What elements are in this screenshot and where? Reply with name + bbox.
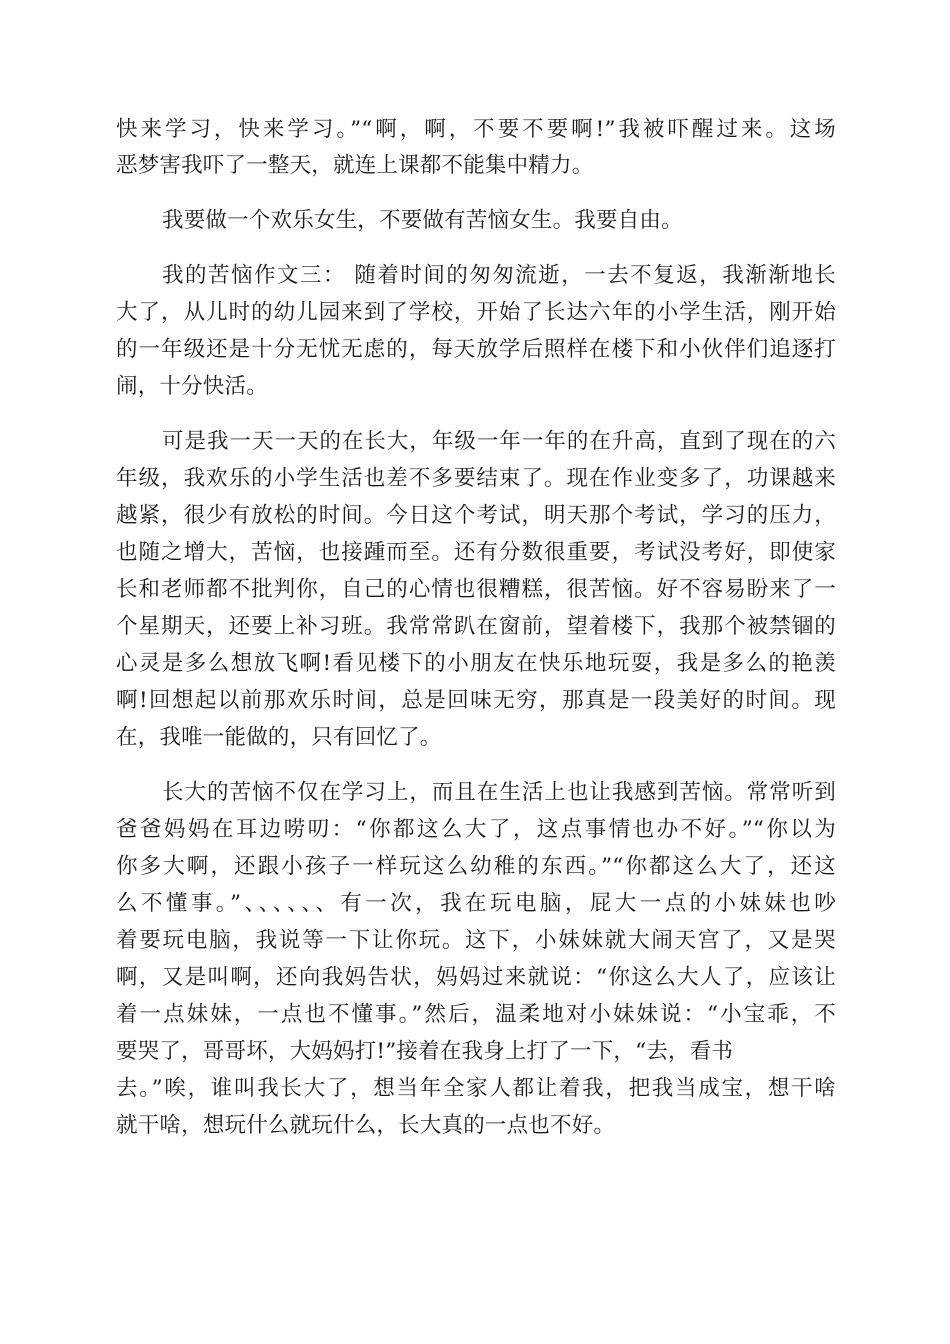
text-line: 你多大啊，还跟小孩子一样玩这么幼稚的东西。”“你都这么大了，还这: [116, 854, 836, 879]
text-line: 恶梦害我吓了一整天，就连上课都不能集中精力。: [116, 153, 594, 178]
text-line: 个星期天，还要上补习班。我常常趴在窗前，望着楼下，我那个被禁锢的: [116, 614, 836, 639]
text-line: 着要玩电脑，我说等一下让你玩。这下，小妹妹就大闹天宫了，又是哭: [116, 928, 836, 953]
paragraph-first-line: 可是我一天一天的在长大，年级一年一年的在升高，直到了现在的六: [162, 429, 836, 454]
text-line: 年级，我欢乐的小学生活也差不多要结束了。现在作业变多了，功课越来: [116, 466, 836, 491]
text-line: 在，我唯一能做的，只有回忆了。: [116, 725, 442, 750]
text-line: 着一点妹妹，一点也不懂事。”然后，温柔地对小妹妹说：“小宝乖，不: [116, 1002, 836, 1027]
paragraph-first-line: 长大的苦恼不仅在学习上，而且在生活上也让我感到苦恼。常常听到: [162, 780, 836, 805]
text-line: 就干啥，想玩什么就玩什么，长大真的一点也不好。: [116, 1113, 616, 1138]
text-line: 闹，十分快活。: [116, 374, 268, 399]
paragraph-first-line: 我要做一个欢乐女生，不要做有苦恼女生。我要自由。: [162, 208, 683, 233]
text-line: 去。”唉，谁叫我长大了，想当年全家人都让着我，把我当成宝，想干啥: [116, 1076, 836, 1101]
text-line: 快来学习，快来学习。”“啊，啊，不要不要啊!”我被吓醒过来。这场: [116, 117, 836, 142]
text-line: 啊，又是叫啊，还向我妈告状，妈妈过来就说：“你这么大人了，应该让: [116, 965, 836, 990]
text-line: 啊!回想起以前那欢乐时间，总是回味无穷，那真是一段美好的时间。现: [116, 688, 836, 713]
paragraph-first-line: 我的苦恼作文三： 随着时间的匆匆流逝，一去不复返，我渐渐地长: [162, 263, 836, 288]
text-line: 爸爸妈妈在耳边唠叨：“你都这么大了，这点事情也办不好。”“你以为: [116, 817, 836, 842]
text-line: 心灵是多么想放飞啊!看见楼下的小朋友在快乐地玩耍，我是多么的艳羡: [116, 651, 836, 676]
text-line: 也随之增大，苦恼，也接踵而至。还有分数很重要，考试没考好，即使家: [116, 540, 836, 565]
text-line: 么不懂事。”、、、、、、有一次，我在玩电脑，屁大一点的小妹妹也吵: [116, 891, 836, 916]
text-line: 大了，从儿时的幼儿园来到了学校，开始了长达六年的小学生活，刚开始: [116, 300, 836, 325]
text-line: 要哭了，哥哥坏，大妈妈打!”接着在我身上打了一下，“去，看书: [116, 1039, 734, 1064]
text-line: 的一年级还是十分无忧无虑的，每天放学后照样在楼下和小伙伴们追逐打: [116, 337, 836, 362]
text-line: 越紧，很少有放松的时间。今日这个考试，明天那个考试，学习的压力，: [116, 503, 836, 528]
text-line: 长和老师都不批判你，自己的心情也很糟糕，很苦恼。好不容易盼来了一: [116, 577, 836, 602]
